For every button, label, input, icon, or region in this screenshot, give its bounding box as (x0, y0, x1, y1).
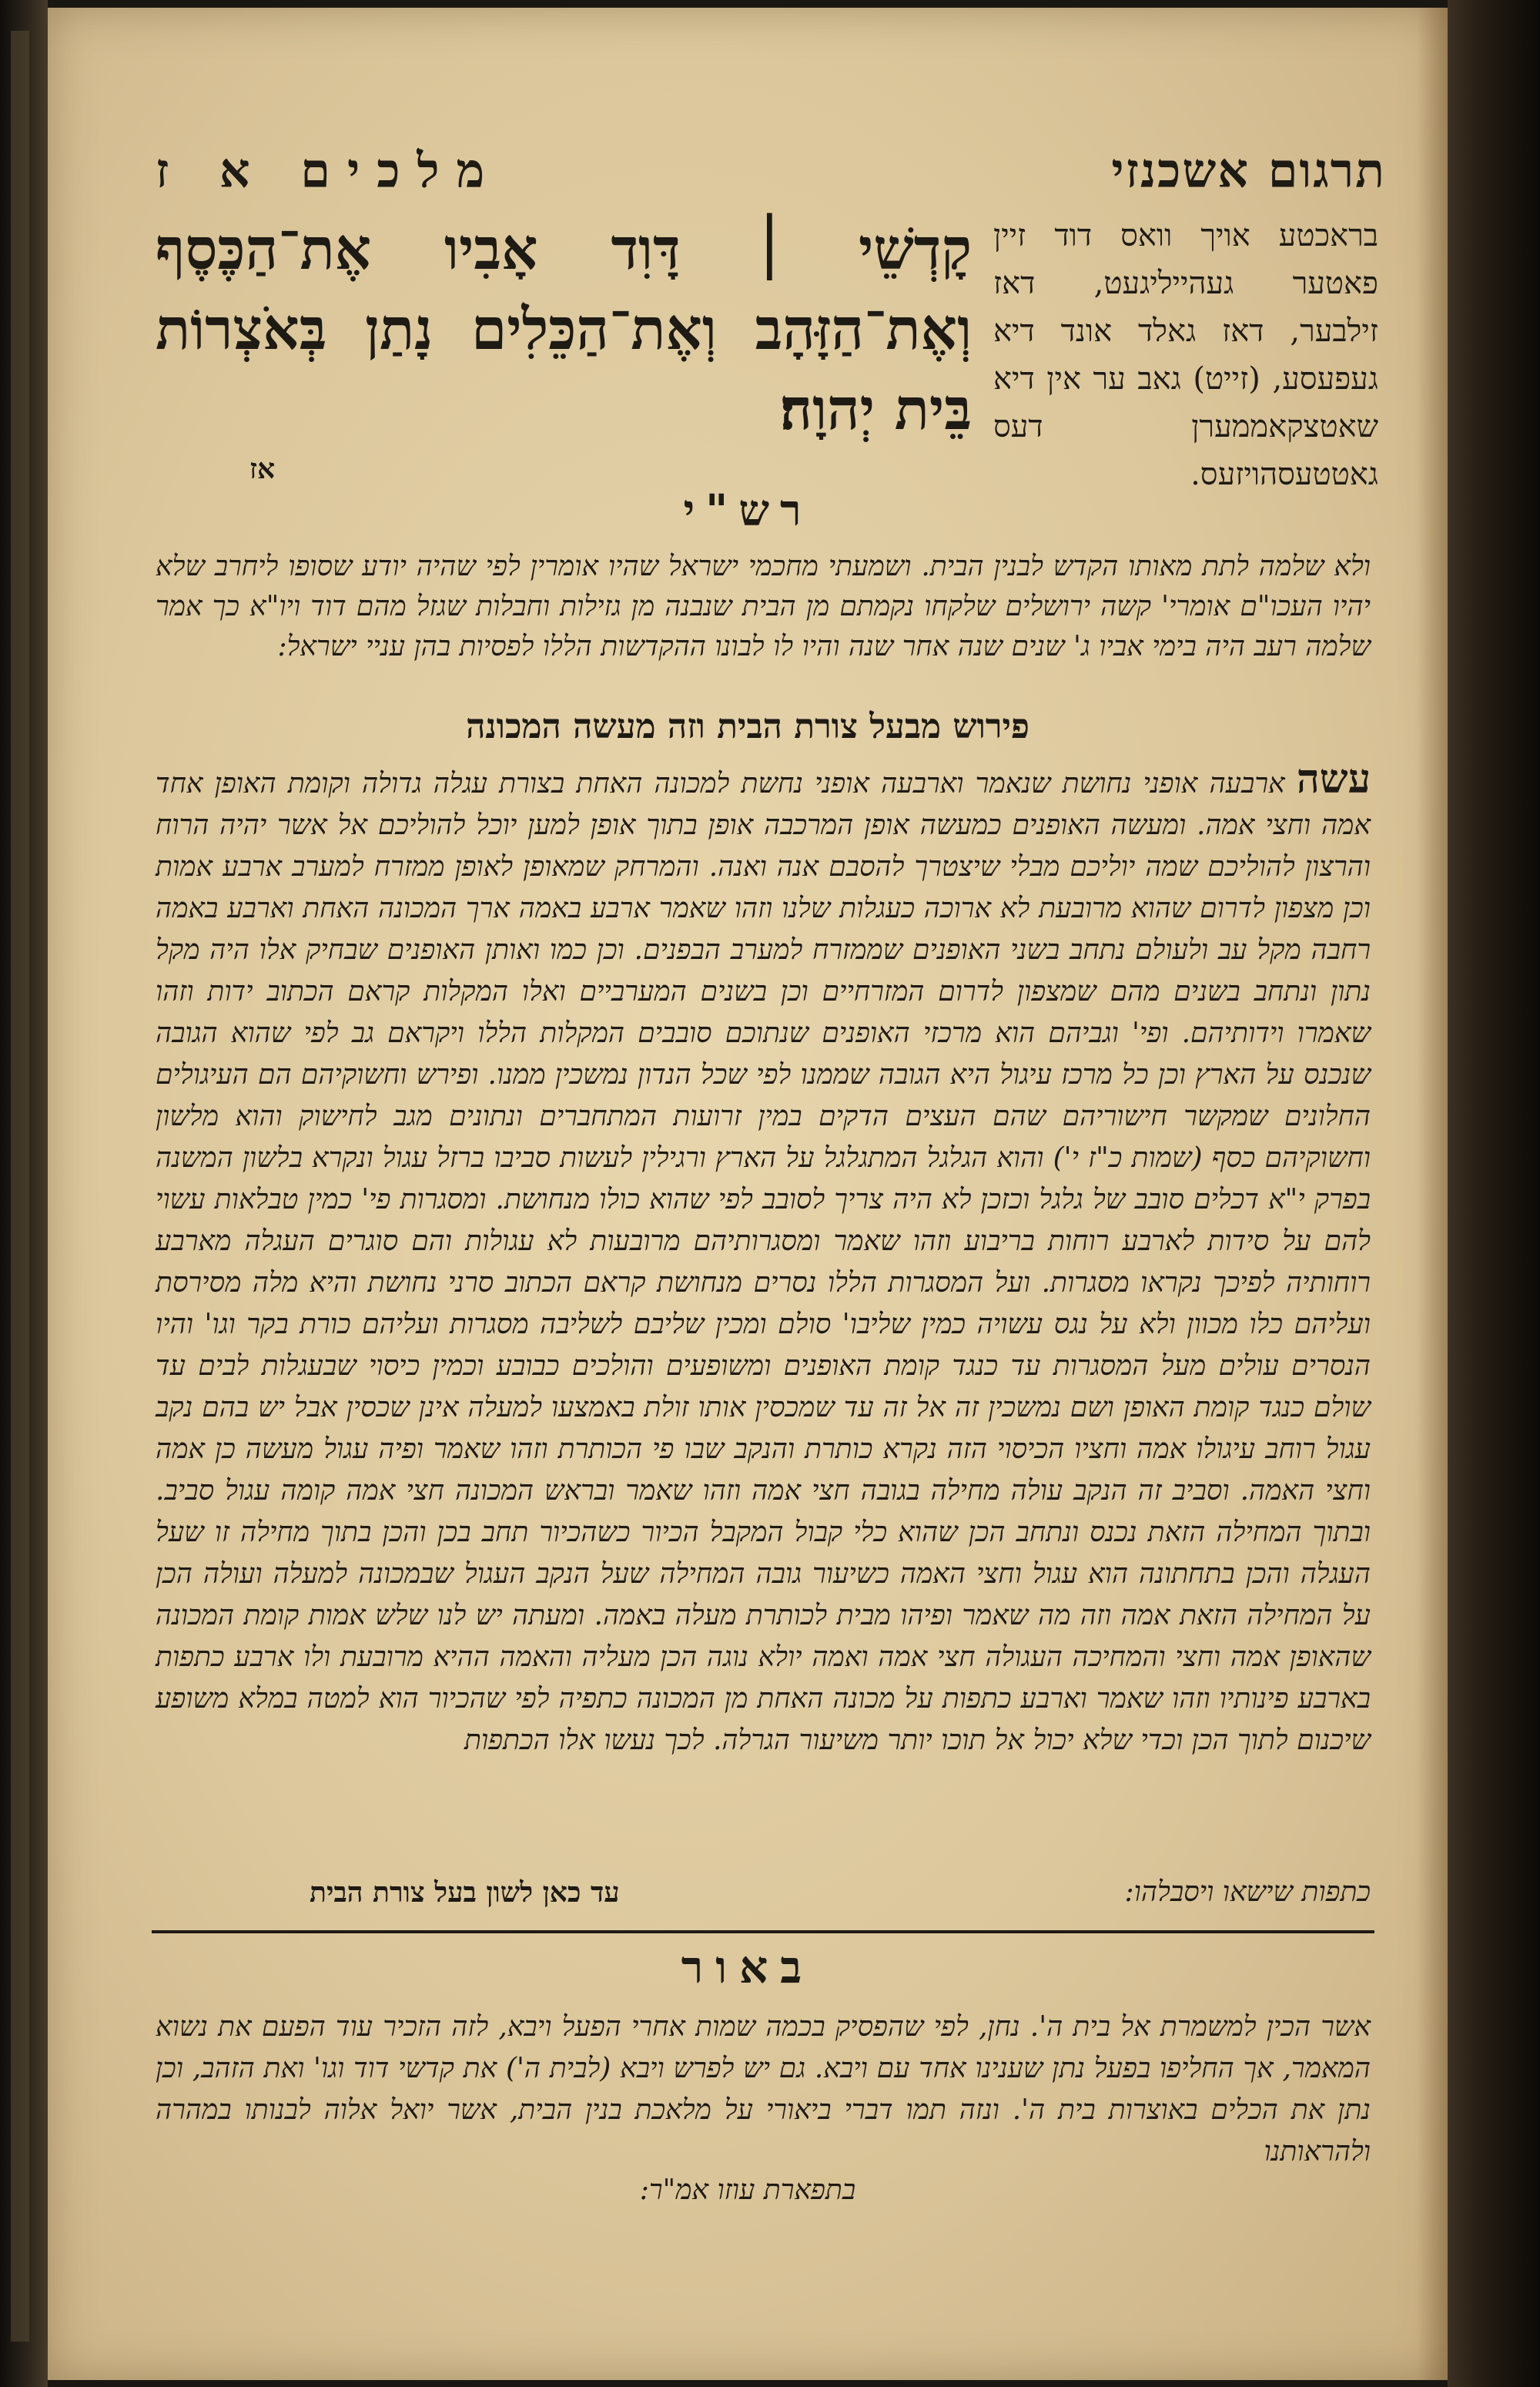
running-head-targum: תרגום אשכנזי (1111, 142, 1386, 199)
book-page (48, 8, 1448, 2380)
perush-opening-word: עשה (1296, 756, 1371, 803)
scripture-verse: קָדְשֵׁי ׀ דָּוִד אָבִיו אֶת־הַכֶּסֶף וְאֶת־הַזָּהָב וְאֶת־הַכֵּלִים נָתַן בְּאֹצְרוֹת בֵּית יְהוָה׃ (156, 216, 972, 443)
book-spine-edge (11, 31, 29, 2342)
running-head (156, 142, 1386, 212)
perush-closing-note: עד כאן לשון בעל צורת הבית (310, 1876, 620, 1909)
biur-commentary: אשר הכין למשמרת אל בית ה'. נחן, לפי שהפסיק בכמה שמות אחרי הפעל ויבא, לזה הזכיר עוד הפעם את נשוא המאמר, אך החליפו בפעל נתן שענינו אחד עם ויבא. גם יש לפרש ויבא (לבית ה') את קדשי דוד וגו' ואת הזהב, וכן נתן את הכלים באוצרות בית ה'. ונזה תמו דברי ביאורי על מלאכת בנין הבית, אשר יואל אלוה לבנותו במהרה ולהראותנו (156, 2011, 1371, 2167)
biur-last-line: בתפארת עוזו אמ"ר: (639, 2174, 856, 2206)
perush-ending (156, 1872, 1371, 1913)
perush-ending-text: כתפות שישאו ויסבלהו: (1124, 1876, 1371, 1908)
rashi-heading: רש"י (683, 485, 812, 536)
biur-heading: באור (681, 1941, 815, 1993)
section-divider (152, 1930, 1374, 1933)
rashi-commentary: ולא שלמה לתת מאותו הקדש לבנין הבית. ושמעתי מחכמי ישראל שהיו אומרין לפי שהיה יודע שסופו ליחרב שלא יהיו העכו"ם אומרי' קשה ירושלים שלקחו נקמתם מן הבית שנבנה מן גזילות וחבלות שגזל מהם דוד ויו"א כך אמר שלמה רעב היה בימי אביו ג' שנים שנה אחר שנה והיו לו לבונו ההקדשות הללו לפסיות בהן עניי ישראל: (156, 551, 1371, 662)
running-head-book-chapter: מלכים א ז (156, 142, 502, 199)
catchword: אז (249, 453, 276, 485)
targum-ashkenazi-column: בראכטע אויך וואס דוד זיין פאטער געהייליגעט, דאז זילבער, דאז גאלד אונד דיא געפעסע, (זייט) גאב ער אין דיא שאטצקאממערן דעס גאטטעסהויזעס. (993, 218, 1378, 492)
perush-body: ארבעה אופני נחושת שנאמר וארבעה אופני נחשת למכונה האחת בצורת עגלה גדולה וקומת האופן אחד אמה וחצי אמה. ומעשה האופנים כמעשה אופן המרכבה אופן בתוך אופן למען יוכל להוליכם אל אשר יהיה הרוח והרצון להוליכם שמה יוליכם מבלי שיצטרך להסבם אנה ואנה. והמרחק שמאופן לאופן ממזרח למערב ארבע אמות וכן מצפון לדרום שהוא מרובעת לא ארוכה כעגלות שלנו וזהו שאמר ארבע באמה ארך המכונה האחת וארבע באמה רחבה מקל עב ולעולם נתחב בשני האופנים שממזרח למערב הבפנים. וכן כמו ואותן האופנים שבחיק אלו היה מקל נתון ונתחב בשנים מהם שמצפון לדרום המזרחיים וכן בשנים המערביים ואלו המקלות קראם הכתוב ידות וזהו שאמרו וידותיהם. ופי' וגביהם הוא מרכזי האופנים שנתוכם סובבים המקלות הללו ויקראם גב לפי שהוא הגובה שנכנס על הארץ וכן כל מרכז עיגול היא הגובה שממנו לפי שכל הנדון נמשכין ממנו. ופירש וחשוקיהם הם העיגולים החלונים שמקשר חישוריהם שהם העצים הדקים במין זרועות המתחברים ונתונים מגב לחישוק והוא מלשון וחשוקיהם כסף (שמות כ"ז י') והוא הגלגל המתגלגל על הארץ ורגילין לעשות סביבו ברזל עגול ונקרא בלשון המשנה בפרק י"א דכלים סובב של גלגל וכזכן לא היה צריך לסובב לפי שהוא כולו מנחושת. ומסגרות פי' כמין טבלאות עשוי להם על סידות לארבע רוחות בריבוע וזהו שאמר ומסגרותיהם מרובעות לא עגולות והם סוגרים העגלה מארבע רוחותיה לפיכך נקראו מסגרות. ועל המסגרות הללו נסרים מנחושת קראם הכתוב סרני נחושת והיא מלה מסירסת ועליהם כלו מכוון ולא על נגס עשויה כמין שליבו' סולם ומכין שליבם לשליבה מסגרות ועליהם כורת בקר וגו' והיו הנסרים עולים מעל המסגרות עד כנגד קומת האופנים ומשופעים והולכים כבובע וכמין כיסוי שבעגלות לבים עד שולם כנגד קומת האופן ושם נמשכין זה אל זה עד שמכסין אותו זולת באמצעו למעלה אינן שכסין אבל יש בהם נקב עגול רוחב עיגולו אמה וחציו הכיסוי הזה נקרא כותרת והנקב שבו פי הכותרת וזהו שאמר ופיה עגול מעשה כן אמה וחצי האמה. וסביב זה הנקב עולה מחילה בגובה חצי אמה וזהו שאמר ובראש המכונה חצי אמה קומה עגול סביב. ובתוך המחילה הזאת נכנס ונתחב הכן שהוא כלי קבול המקבל הכיור כשהכיור תחב בכן והכן בתוך מחילה זו שעל העגלה והכן בתחתונה הוא עגול וחצי האמה כשיעור גובה המחילה שעל הנקב העגול שבמכונה למעלה ועולה הכן על המחילה הזאת אמה וזה מה שאמר ופיהו מבית לכותרת מעלה באמה. ומעתה יש לנו שלש אמות קומת המכונה שהאופן אמה וחצי והמחיכה העגולה חצי אמה ואמה יולא נוגה הכן מעליה והאמה ההיא מרובעת ולו ארבע כתפות בארבע פינותיו וזהו שאמר וארבע כתפות על מכונה האחת מן המכונה כתפיה לפי שהכיור הוא למטה במלא משופע שיכנום לתוך הכן וכדי שלא יכול אל תוכו יותר משיעור הגרלה. לכך נעשו אלו הכתפות (156, 768, 1371, 1756)
perush-commentary (156, 756, 1371, 1762)
book-cover-right (1448, 0, 1540, 2387)
page-edge-shadow (1417, 8, 1448, 2380)
perush-heading: פירוש מבעל צורת הבית וזה מעשה המכונה (466, 707, 1029, 746)
